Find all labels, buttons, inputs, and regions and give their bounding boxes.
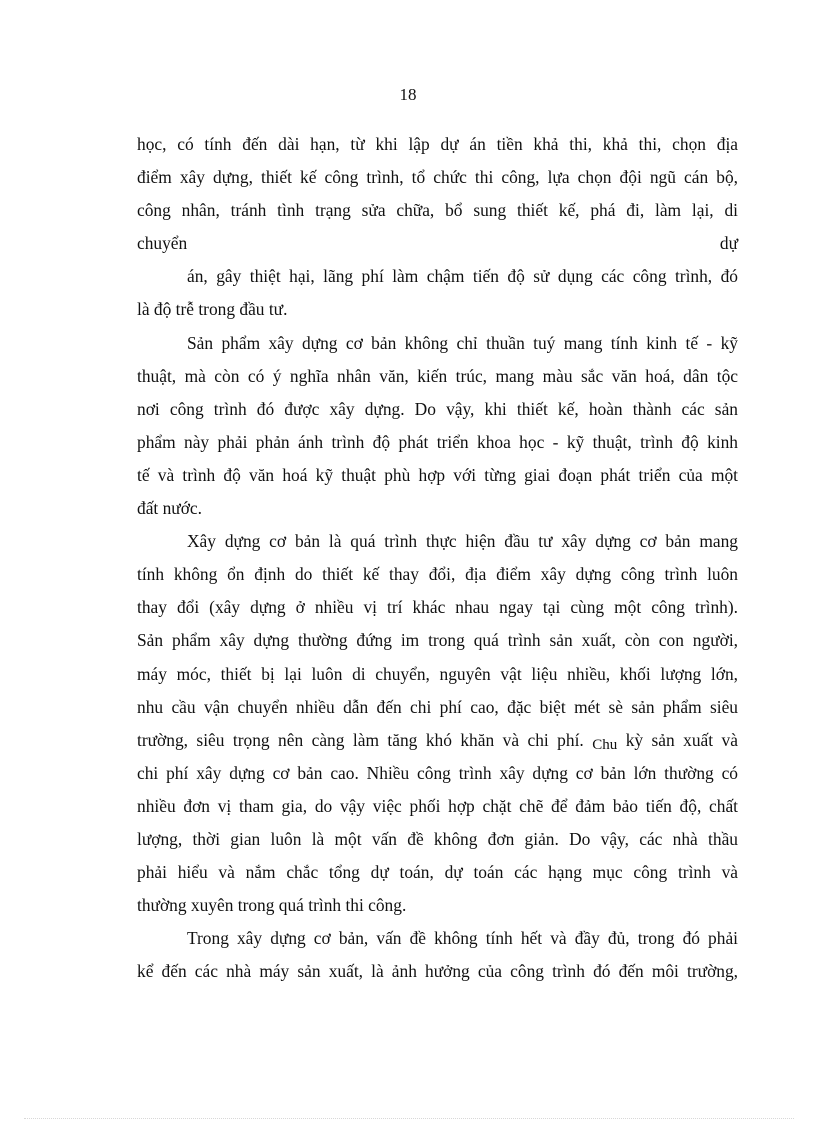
text-line: Sản phẩm xây dựng cơ bản không chỉ thuần tuý mang tính kinh tế - kỹ <box>187 332 738 353</box>
paragraph <box>137 128 738 327</box>
text-fragment: dự <box>719 233 738 254</box>
text-fragment: kỳ sản xuất và <box>625 729 738 750</box>
text-line: tính không ổn định do thiết kế thay đổi, địa điểm xây dựng công trình luôn <box>137 564 738 585</box>
text-line: thuật, mà còn có ý nghĩa nhân văn, kiến trúc, mang màu sắc văn hoá, dân tộc <box>137 365 738 386</box>
text-line: thay đổi (xây dựng ở nhiều vị trí khác nhau ngay tại cùng một công trình). <box>137 597 738 618</box>
text-line: nhiều đơn vị tham gia, do vậy việc phối hợp chặt chẽ để đảm bảo tiến độ, chất <box>137 795 738 816</box>
text-line: đất nước. <box>137 498 202 519</box>
text-line: chi phí xây dựng cơ bản cao. Nhiều công trình xây dựng cơ bản lớn thường có <box>137 762 738 783</box>
text-line: phẩm này phải phản ánh trình độ phát triển khoa học - kỹ thuật, trình độ kinh <box>137 431 738 452</box>
text-line: Xây dựng cơ bản là quá trình thực hiện đầu tư xây dựng cơ bản mang <box>187 531 738 552</box>
text-line-split <box>137 724 738 757</box>
text-line: học, có tính đến dài hạn, từ khi lập dự án tiền khả thi, khả thi, chọn địa <box>137 134 738 154</box>
text-line: kể đến các nhà máy sản xuất, là ảnh hưởng của công trình đó đến môi trường, <box>137 961 738 982</box>
document-body <box>137 128 738 988</box>
text-line-split <box>137 227 738 260</box>
text-line: lượng, thời gian luôn là một vấn đề không đơn giản. Do vậy, các nhà thầu <box>137 828 738 849</box>
text-line: tế và trình độ văn hoá kỹ thuật phù hợp với từng giai đoạn phát triển của một <box>137 464 738 485</box>
text-line: thường xuyên trong quá trình thi công. <box>137 895 407 916</box>
paragraph <box>137 327 738 526</box>
text-line: điểm xây dựng, thiết kế công trình, tổ chức thi công, lựa chọn đội ngũ cán bộ, <box>137 167 738 188</box>
text-line: là độ trễ trong đầu tư. <box>137 299 288 320</box>
text-line: án, gây thiệt hại, lãng phí làm chậm tiến độ sử dụng các công trình, đó <box>187 266 738 287</box>
text-line: máy móc, thiết bị lại luôn di chuyển, nguyên vật liệu nhiều, khối lượng lớn, <box>137 663 738 684</box>
page-number: 18 <box>399 85 417 104</box>
text-fragment: trường, siêu trọng nên càng làm tăng khó khăn và chi phí. <box>137 729 584 750</box>
text-line: công nhân, tránh tình trạng sửa chữa, bổ sung thiết kế, phá đi, làm lại, di <box>137 200 738 221</box>
text-line: nơi công trình đó được xây dựng. Do vậy, khi thiết kế, hoàn thành các sản <box>137 398 738 419</box>
paragraph <box>137 922 738 988</box>
text-line: Sản phẩm xây dựng thường đứng im trong quá trình sản xuất, còn con người, <box>137 630 738 651</box>
text-fragment: chuyển <box>137 233 188 254</box>
text-line: nhu cầu vận chuyển nhiều dẫn đến chi phí cao, đặc biệt mét sè sản phẩm siêu <box>137 696 738 717</box>
text-fragment: Chu <box>592 736 618 753</box>
page-bottom-rule <box>24 1118 794 1119</box>
paragraph <box>137 525 738 922</box>
text-line: Trong xây dựng cơ bản, vấn đề không tính hết và đầy đủ, trong đó phải <box>187 928 738 949</box>
text-line: phải hiểu và nắm chắc tổng dự toán, dự toán các hạng mục công trình và <box>137 862 738 883</box>
